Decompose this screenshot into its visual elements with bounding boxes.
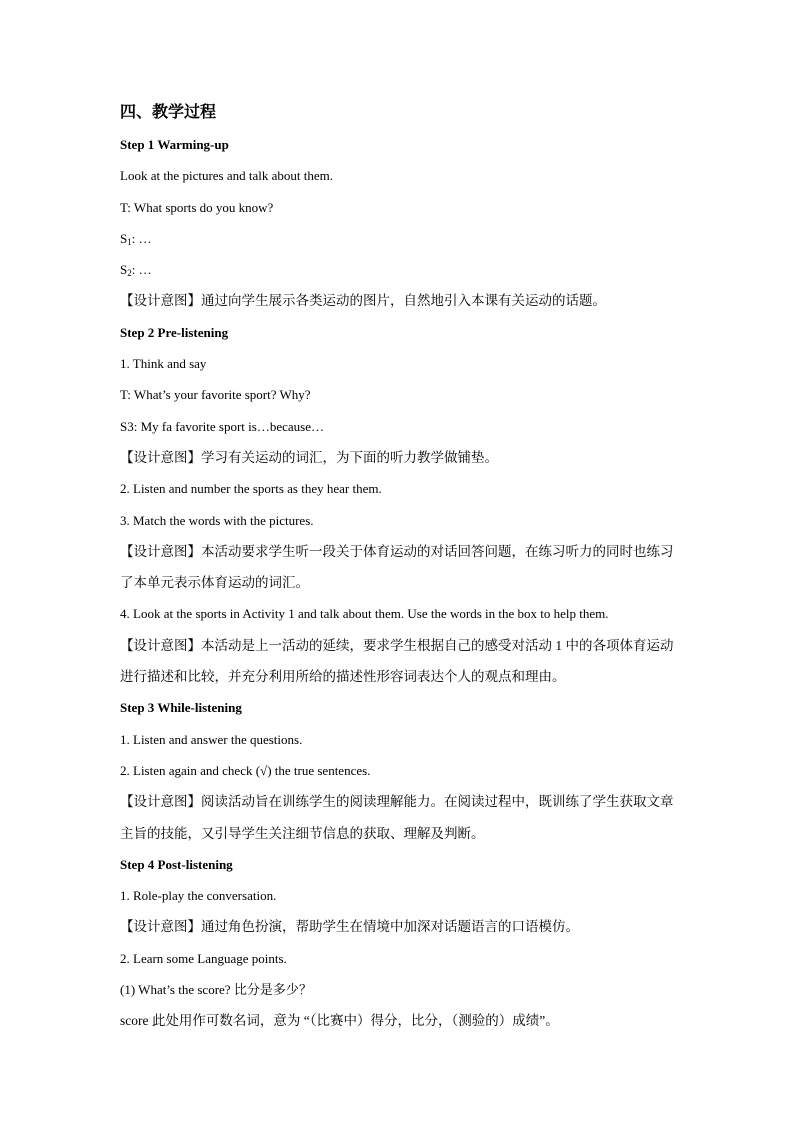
language-point-1-note: score 此处用作可数名词，意为 “（比赛中）得分，比分，（测验的）成绩”。 [120, 1013, 559, 1029]
step2-item-match: 3. Match the words with the pictures. [120, 512, 314, 528]
s2-text: : … [131, 262, 152, 278]
step2-design-intent-1: 【设计意图】学习有关运动的词汇，为下面的听力教学做铺垫。 [120, 449, 498, 465]
language-point-1: (1) What’s the score? 比分是多少？ [120, 982, 312, 998]
step3-item-check: 2. Listen again and check (√) the true sentences. [120, 762, 371, 778]
s2-subscript: 2 [127, 268, 132, 279]
step1-line-s2 [120, 254, 680, 285]
step1-line-teacher: T: What sports do you know? [120, 199, 274, 215]
step2-item-think: 1. Think and say [120, 356, 207, 372]
step4-title: Step 4 Post-listening [120, 856, 233, 872]
step2-item-listen: 2. Listen and number the sports as they hear them. [120, 481, 382, 497]
step4-item-language: 2. Learn some Language points. [120, 950, 287, 966]
step1-title: Step 1 Warming-up [120, 137, 229, 152]
step1-line-look: Look at the pictures and talk about them. [120, 168, 333, 184]
step3-design-intent: 【设计意图】阅读活动旨在训练学生的阅读理解能力。在阅读过程中，既训练了学生获取文章主旨的技能，又引导学生关注细节信息的获取、理解及判断。 [120, 794, 674, 841]
step1-line-s1 [120, 223, 680, 254]
step3-item-answer: 1. Listen and answer the questions. [120, 731, 303, 747]
step2-item-s3: S3: My fa favorite sport is…because… [120, 418, 324, 434]
s1-text: : … [131, 230, 152, 246]
section-heading: 四、教学过程 [120, 104, 217, 121]
step3-title: Step 3 While-listening [120, 700, 242, 716]
step4-design-intent: 【设计意图】通过角色扮演，帮助学生在情境中加深对话题语言的口语模仿。 [120, 919, 579, 935]
s1-label: S [120, 230, 128, 246]
s1-subscript: 1 [127, 236, 132, 247]
step2-item-teacher: T: What’s your favorite sport? Why? [120, 387, 311, 403]
s2-label: S [120, 262, 128, 278]
step2-item-look: 4. Look at the sports in Activity 1 and talk about them. Use the words in the box to help them. [120, 606, 609, 622]
step2-title: Step 2 Pre-listening [120, 324, 229, 340]
step4-item-roleplay: 1. Role-play the conversation. [120, 888, 277, 904]
document-page [120, 98, 680, 1037]
step1-design-intent: 【设计意图】通过向学生展示各类运动的图片，自然地引入本课有关运动的话题。 [120, 293, 606, 309]
step2-design-intent-2: 【设计意图】本活动要求学生听一段关于体育运动的对话回答问题，在练习听力的同时也练习了本单元表示体育运动的词汇。 [120, 543, 674, 591]
step2-design-intent-3: 【设计意图】本活动是上一活动的延续，要求学生根据自己的感受对活动 1 中的各项体育运动进行描述和比较，并充分利用所给的描述性形容词表达个人的观点和理由。 [120, 637, 674, 685]
